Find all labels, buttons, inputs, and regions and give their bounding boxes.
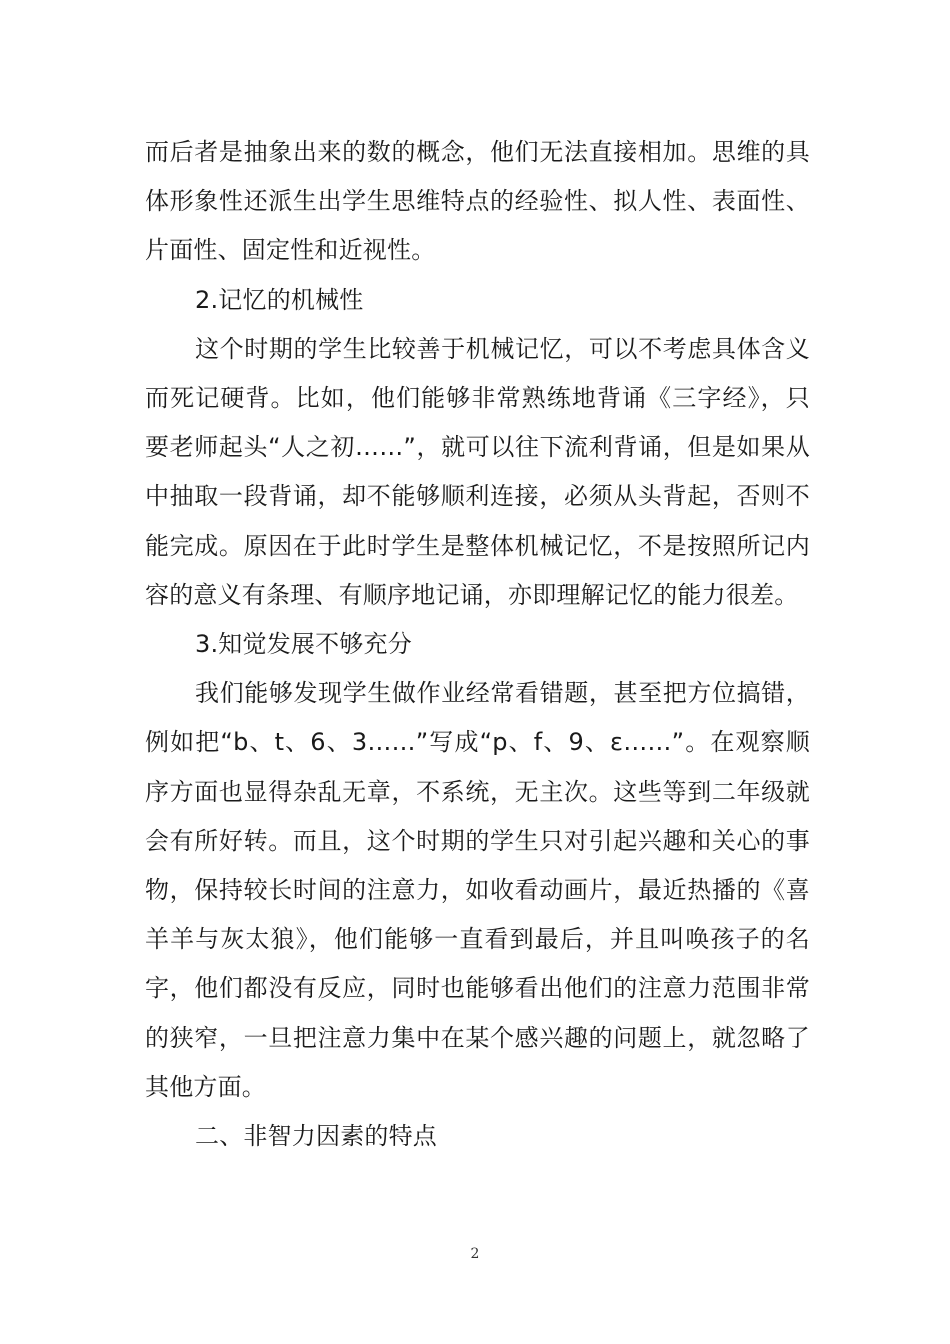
section-heading-non-intellectual: 二、非智力因素的特点 <box>195 1122 437 1151</box>
section-heading-perception: 3.知觉发展不够充分 <box>195 630 412 659</box>
paragraph-memory: 这个时期的学生比较善于机械记忆，可以不考虑具体含义而死记硬背。比如，他们能够非常熟练地背诵《三字经》，只要老师起头“人之初……”，就可以往下流利背诵，但是如果从中抽取一段背诵，却不能够顺利连接，必须从头背起，否则不能完成。原因在于此时学生是整体机械记忆，不是按照所记内容的意义有条理、有顺序地记诵，亦即理解记忆的能力很差。 <box>145 334 810 609</box>
section-heading-memory: 2.记忆的机械性 <box>195 285 364 314</box>
page-number: 2 <box>470 1246 480 1262</box>
page-body <box>145 128 810 1161</box>
paragraph-perception: 我们能够发现学生做作业经常看错题，甚至把方位搞错，例如把“b、t、6、3……”写成“p、f、9、ε……”。在观察顺序方面也显得杂乱无章，不系统，无主次。这些等到二年级就会有所好转。而且，这个时期的学生只对引起兴趣和关心的事物，保持较长时间的注意力，如收看动画片，最近热播的《喜羊羊与灰太狼》，他们能够一直看到最后，并且叫唤孩子的名字，他们都没有反应，同时也能够看出他们的注意力范围非常的狭窄，一旦把注意力集中在某个感兴趣的问题上，就忽略了其他方面。 <box>145 679 810 1101</box>
paragraph-continuation: 而后者是抽象出来的数的概念，他们无法直接相加。思维的具体形象性还派生出学生思维特点的经验性、拟人性、表面性、片面性、固定性和近视性。 <box>145 138 810 265</box>
